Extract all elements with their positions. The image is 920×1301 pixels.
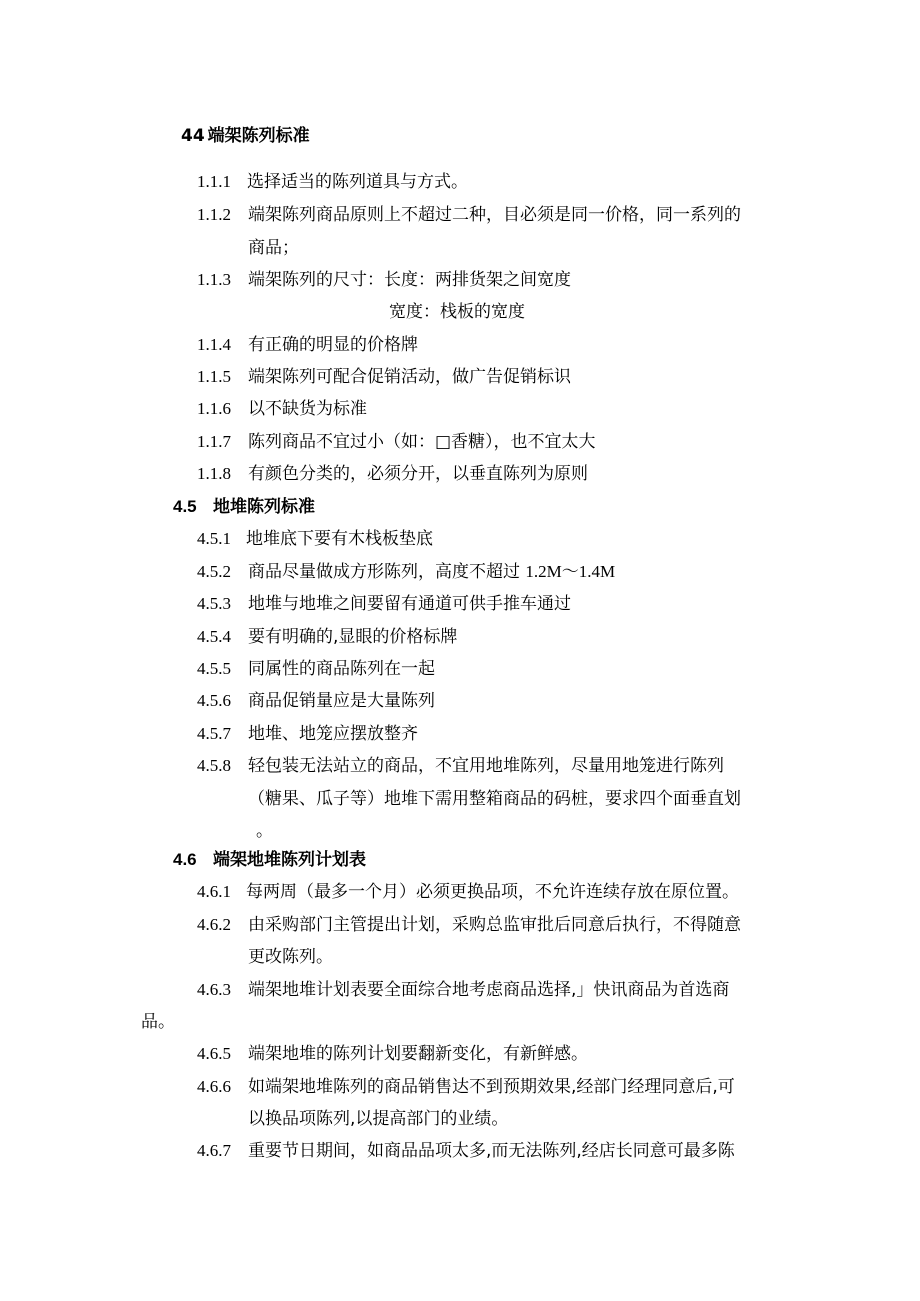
item-number: 4.6.2: [197, 915, 231, 934]
item-number: 4.5.6: [197, 691, 231, 710]
item-text: 要有明确的,显眼的价格标牌: [248, 627, 458, 647]
item-number: 1.1.5: [197, 367, 231, 386]
item-continuation: 更改陈列。: [248, 947, 333, 967]
section-title: 地堆陈列标准: [213, 497, 315, 517]
list-item: [197, 980, 729, 1000]
item-text: 有正确的明显的价格牌: [248, 335, 418, 355]
list-item: [197, 1141, 735, 1161]
item-number: 4.5.1: [197, 529, 231, 548]
list-item: [197, 1077, 735, 1097]
item-number: 4.5.5: [197, 659, 231, 678]
item-number: 4.5.4: [197, 627, 231, 646]
item-text: 同属性的商品陈列在一起: [248, 659, 435, 679]
item-text: 以不缺货为标准: [248, 399, 367, 419]
item-number: 4.6.6: [197, 1077, 231, 1096]
item-text: 地堆、地笼应摆放整齐: [248, 724, 418, 744]
list-item: [197, 529, 433, 549]
list-item: [197, 627, 457, 647]
item-number: 4.5.8: [197, 756, 231, 775]
item-text: 有颜色分类的，必须分开，以垂直陈列为原则: [248, 464, 588, 484]
item-text: 陈列商品不宜过小（如：□香糖），也不宜太大: [248, 432, 596, 452]
item-number: 4.5.3: [197, 594, 231, 613]
section-heading-44: [181, 126, 310, 146]
item-text: 端架陈列可配合促销活动，做广告促销标识: [248, 367, 571, 387]
item-text: 由采购部门主管提出计划，采购总监审批后同意后执行，不得随意: [248, 915, 741, 935]
section-title: 端架地堆陈列计划表: [213, 850, 366, 870]
item-number: 1.1.1: [197, 172, 231, 191]
list-item: [197, 367, 571, 387]
item-number: 1.1.8: [197, 464, 231, 483]
item-text: 每两周（最多一个月）必须更换品项，不允许连续存放在原位置。: [246, 882, 739, 902]
item-number: 1.1.6: [197, 399, 231, 418]
item-number: 1.1.3: [197, 270, 231, 289]
item-text: 选择适当的陈列道具与方式。: [247, 172, 468, 192]
section-number: 4.5: [173, 497, 197, 516]
list-item: [197, 594, 571, 614]
item-number: 4.6.3: [197, 980, 231, 999]
item-continuation: 商品；: [248, 238, 299, 258]
item-text: 端架地堆计划表要全面综合地考虑商品选择,」快讯商品为首选商: [248, 980, 730, 1000]
item-number: 4.6.7: [197, 1141, 231, 1160]
item-text: 端架地堆的陈列计划要翻新变化，有新鲜感。: [248, 1044, 588, 1064]
section-title: 端架陈列标准: [207, 126, 310, 146]
item-text: 商品尽量做成方形陈列，高度不超过: [248, 562, 526, 582]
item-text: 地堆底下要有木栈板垫底: [246, 529, 433, 549]
list-item: [197, 1044, 588, 1064]
list-item: [197, 915, 741, 935]
item-number: 4.6.5: [197, 1044, 231, 1063]
list-item: [197, 756, 724, 776]
item-text: 轻包装无法站立的商品，不宜用地堆陈列，尽量用地笼进行陈列: [248, 756, 724, 776]
list-item: [197, 464, 588, 484]
item-number: 4.5.2: [197, 562, 231, 581]
item-text: 重要节日期间，如商品品项太多,而无法陈列,经店长同意可最多陈: [248, 1141, 735, 1161]
list-item: [197, 882, 739, 902]
item-continuation: 。: [256, 821, 273, 841]
item-text-range: 1.2M～1.4M: [525, 562, 616, 581]
list-item: [197, 562, 615, 582]
item-continuation: 以换品项陈列,以提高部门的业绩。: [248, 1109, 509, 1129]
list-item: [197, 724, 418, 744]
item-number: 1.1.7: [197, 432, 231, 451]
list-item: [197, 172, 468, 192]
item-continuation: （糖果、瓜子等）地堆下需用整箱商品的码桩，要求四个面垂直划: [248, 789, 741, 809]
list-item: [197, 432, 596, 452]
list-item: [197, 335, 418, 355]
list-item: [197, 659, 435, 679]
item-text: 商品促销量应是大量陈列: [248, 691, 435, 711]
list-item: [197, 691, 435, 711]
item-text: 如端架地堆陈列的商品销售达不到预期效果,经部门经理同意后,可: [248, 1077, 735, 1097]
item-number: 4.6.1: [197, 882, 231, 901]
section-number: 4.6: [173, 850, 197, 869]
section-number: 44: [181, 126, 205, 146]
item-number: 1.1.4: [197, 335, 231, 354]
item-text: 端架陈列商品原则上不超过二种，目必须是同一价格，同一系列的: [248, 205, 741, 225]
list-item: [197, 205, 741, 225]
section-heading-4-6: [173, 850, 366, 870]
section-heading-4-5: [173, 497, 315, 517]
item-text: 端架陈列的尺寸：长度：两排货架之间宽度: [248, 270, 571, 290]
item-text: 地堆与地堆之间要留有通道可供手推车通过: [248, 594, 571, 614]
list-item: [197, 399, 367, 419]
item-number: 4.5.7: [197, 724, 231, 743]
item-continuation: 品。: [141, 1012, 175, 1032]
item-number: 1.1.2: [197, 205, 231, 224]
list-item: [197, 270, 571, 290]
item-continuation: 宽度：栈板的宽度: [389, 302, 525, 322]
